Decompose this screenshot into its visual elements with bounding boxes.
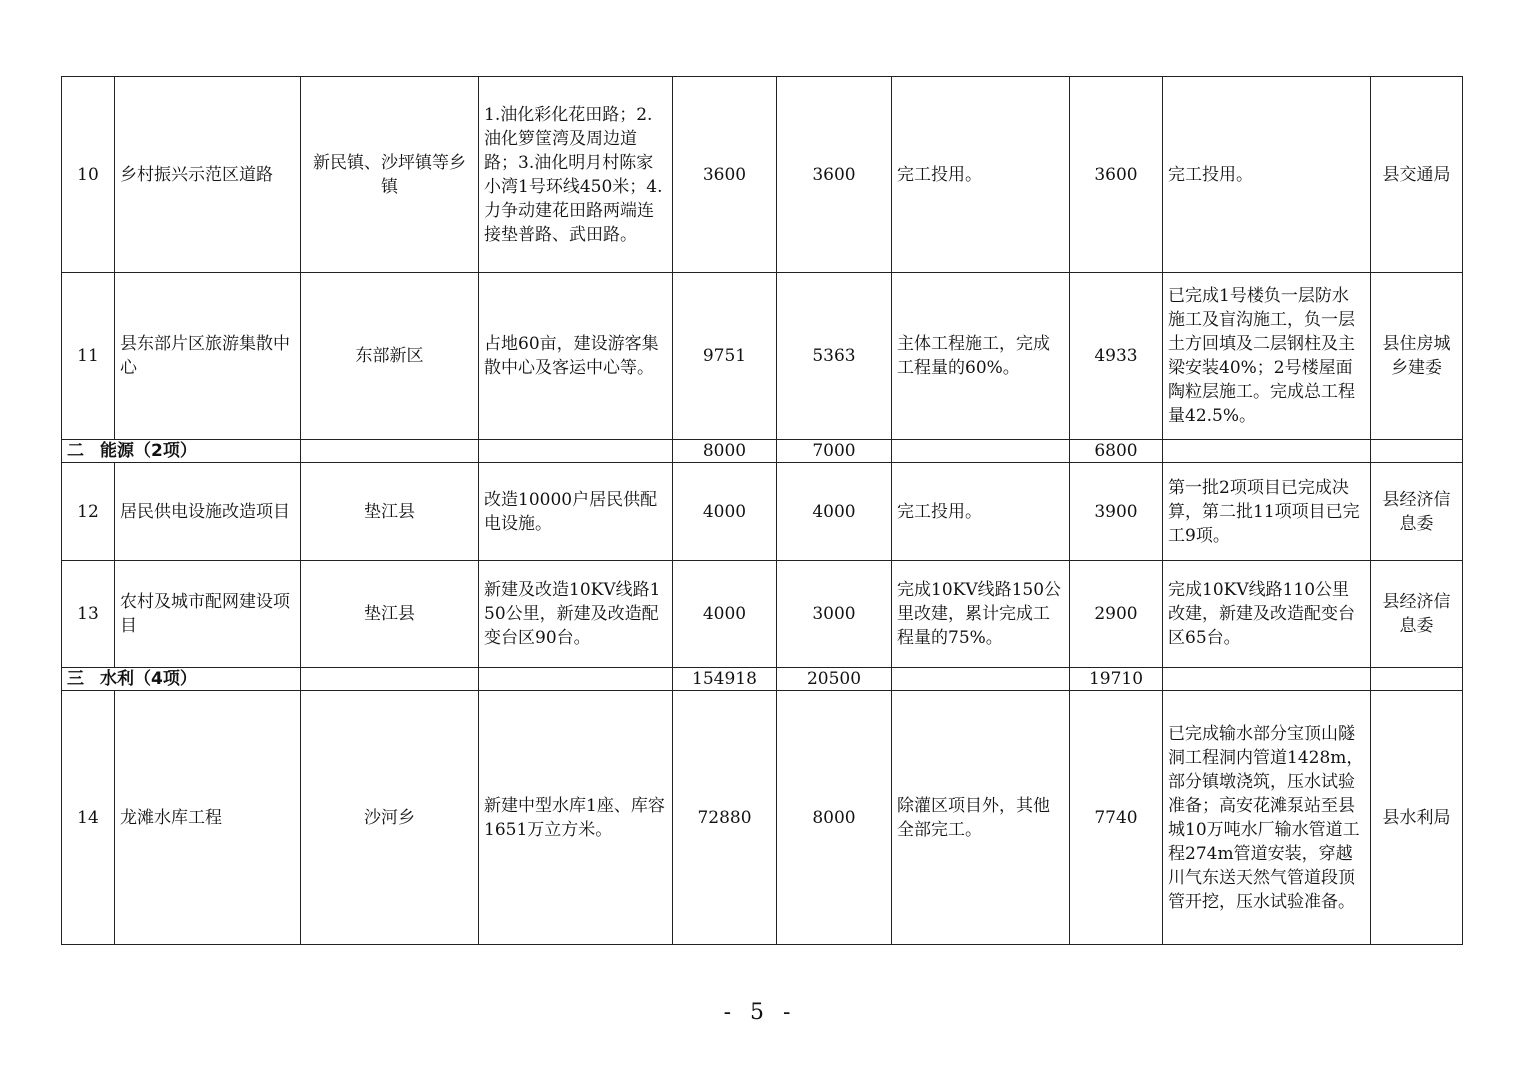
project-name: 龙滩水库工程 — [115, 691, 301, 945]
project-location: 沙河乡 — [301, 691, 479, 945]
progress-description: 已完成1号楼负一层防水施工及盲沟施工，负一层土方回填及二层钢柱及主梁安装40%；2号楼屋面陶粒层施工。完成总工程量42.5%。 — [1163, 273, 1371, 440]
total-investment: 72880 — [673, 691, 777, 945]
project-content: 改造10000户居民供配电设施。 — [479, 463, 673, 561]
planned-investment: 5363 — [777, 273, 892, 440]
progress-description: 第一批2项项目已完成决算，第二批11项项目已完工9项。 — [1163, 463, 1371, 561]
section-number: 三 — [67, 669, 84, 689]
project-content: 1.油化彩化花田路；2.油化箩筐湾及周边道路；3.油化明月村陈家小湾1号环线450米；4.力争动建花田路两端连接垫普路、武田路。 — [479, 77, 673, 273]
completed-investment: 3900 — [1070, 463, 1163, 561]
table-row — [62, 691, 1463, 945]
total-investment: 4000 — [673, 463, 777, 561]
row-number: 13 — [62, 561, 115, 668]
responsible-unit: 县住房城乡建委 — [1371, 273, 1463, 440]
total-investment: 3600 — [673, 77, 777, 273]
responsible-unit: 县交通局 — [1371, 77, 1463, 273]
section-row — [62, 440, 1463, 463]
section-number: 二 — [67, 441, 84, 461]
project-content: 新建中型水库1座、库容1651万立方米。 — [479, 691, 673, 945]
planned-investment: 3000 — [777, 561, 892, 668]
section-total: 8000 — [673, 440, 777, 463]
row-number: 14 — [62, 691, 115, 945]
responsible-unit: 县水利局 — [1371, 691, 1463, 945]
row-number: 12 — [62, 463, 115, 561]
project-location: 垫江县 — [301, 561, 479, 668]
section-title-cell — [62, 440, 301, 463]
completed-investment: 4933 — [1070, 273, 1163, 440]
section-title-cell — [62, 668, 301, 691]
section-title: 能源（2项） — [100, 441, 197, 461]
annual-target: 完工投用。 — [892, 463, 1070, 561]
progress-description: 完成10KV线路110公里改建，新建及改造配变台区65台。 — [1163, 561, 1371, 668]
project-content: 占地60亩，建设游客集散中心及客运中心等。 — [479, 273, 673, 440]
project-name: 县东部片区旅游集散中心 — [115, 273, 301, 440]
completed-investment: 2900 — [1070, 561, 1163, 668]
project-name: 农村及城市配网建设项目 — [115, 561, 301, 668]
table-row — [62, 273, 1463, 440]
page-number: - 5 - — [723, 1000, 797, 1025]
responsible-unit: 县经济信息委 — [1371, 561, 1463, 668]
project-location: 东部新区 — [301, 273, 479, 440]
planned-investment: 4000 — [777, 463, 892, 561]
table-row — [62, 77, 1463, 273]
section-plan: 7000 — [777, 440, 892, 463]
row-number: 11 — [62, 273, 115, 440]
project-location: 新民镇、沙坪镇等乡镇 — [301, 77, 479, 273]
project-name: 居民供电设施改造项目 — [115, 463, 301, 561]
progress-description: 已完成输水部分宝顶山隧洞工程洞内管道1428m，部分镇墩浇筑，压水试验准备；高安花滩泵站至县城10万吨水厂输水管道工程274m管道安装，穿越川气东送天然气管道段顶管开挖，压水试验准备。 — [1163, 691, 1371, 945]
project-location: 垫江县 — [301, 463, 479, 561]
planned-investment: 3600 — [777, 77, 892, 273]
completed-investment: 3600 — [1070, 77, 1163, 273]
annual-target: 完工投用。 — [892, 77, 1070, 273]
planned-investment: 8000 — [777, 691, 892, 945]
project-name: 乡村振兴示范区道路 — [115, 77, 301, 273]
annual-target: 主体工程施工，完成工程量的60%。 — [892, 273, 1070, 440]
table-row — [62, 463, 1463, 561]
completed-investment: 7740 — [1070, 691, 1163, 945]
section-row — [62, 668, 1463, 691]
row-number: 10 — [62, 77, 115, 273]
total-investment: 9751 — [673, 273, 777, 440]
section-title: 水利（4项） — [100, 669, 197, 689]
section-plan: 20500 — [777, 668, 892, 691]
section-done: 6800 — [1070, 440, 1163, 463]
section-total: 154918 — [673, 668, 777, 691]
progress-description: 完工投用。 — [1163, 77, 1371, 273]
total-investment: 4000 — [673, 561, 777, 668]
project-content: 新建及改造10KV线路150公里，新建及改造配变台区90台。 — [479, 561, 673, 668]
table-row — [62, 561, 1463, 668]
annual-target: 完成10KV线路150公里改建，累计完成工程量的75%。 — [892, 561, 1070, 668]
project-table — [61, 76, 1463, 945]
responsible-unit: 县经济信息委 — [1371, 463, 1463, 561]
section-done: 19710 — [1070, 668, 1163, 691]
annual-target: 除灌区项目外，其他全部完工。 — [892, 691, 1070, 945]
